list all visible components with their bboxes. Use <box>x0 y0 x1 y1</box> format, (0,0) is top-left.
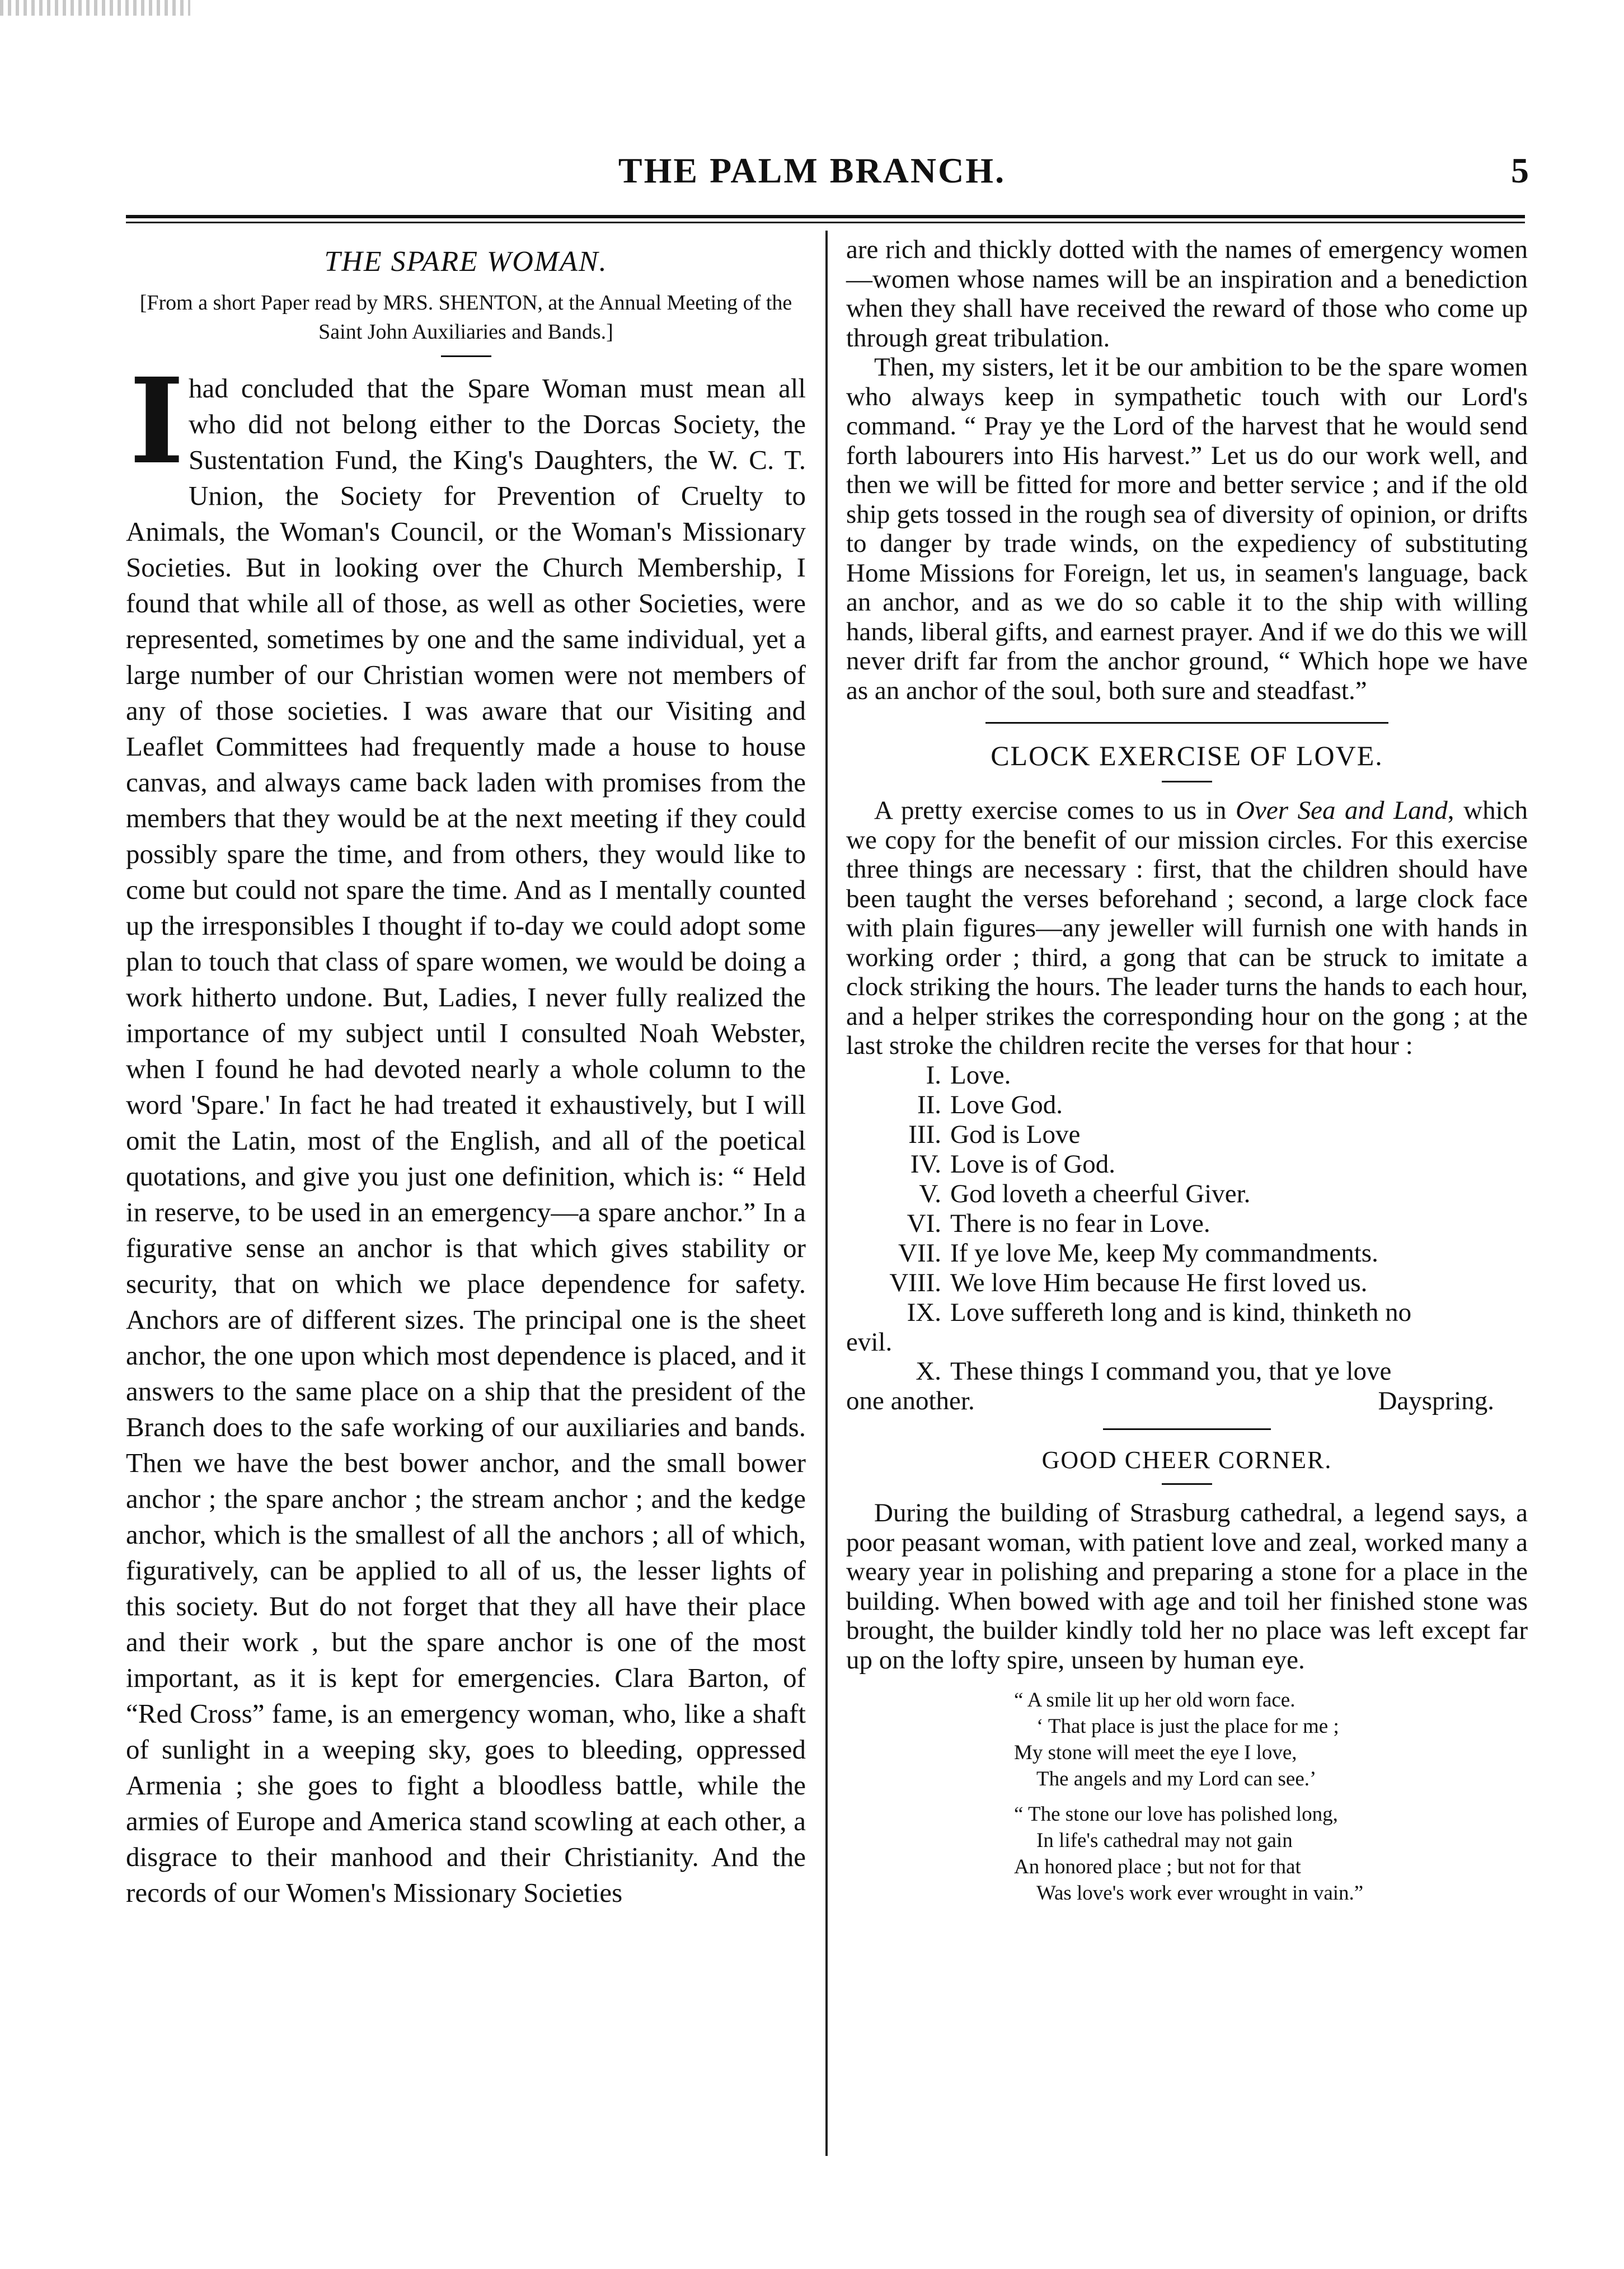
clock-intro-end: , which we copy for the benefit of our mission circles. For this exercise three things are necessary : first, that the children should have been taught the verses beforehand ; second, a large clock face with plain figures—any jeweller will furnish one with hands in working order ; third, a gong that can be struck to imitate a clock striking the hours. The leader turns the hands to each hour, and a helper strikes the corresponding hour on the gong ; at the last stroke the children recite the verses for that hour : <box>846 796 1528 1060</box>
poem-line: In life's cathedral may not gain <box>1036 1829 1293 1852</box>
verse-text: There is no fear in Love. <box>950 1208 1210 1238</box>
source-credit: Dayspring. <box>1378 1386 1494 1415</box>
verse-number: III. <box>908 1119 941 1149</box>
verse-text: God loveth a cheerful Giver. <box>950 1179 1251 1208</box>
poem <box>1014 1687 1528 1906</box>
poem-line: The angels and my Lord can see.’ <box>1036 1768 1317 1790</box>
verse-number: VI. <box>907 1208 941 1238</box>
article-title: THE SPARE WOMAN. <box>324 246 608 278</box>
poem-line: Was love's work ever wrought in vain.” <box>1036 1882 1364 1905</box>
verse-list <box>846 1061 1528 1328</box>
verse-item <box>846 1090 1528 1120</box>
verse-text: Love God. <box>950 1090 1063 1119</box>
poem-line: My stone will meet the eye I love, <box>1014 1741 1297 1764</box>
page-number: 5 <box>1511 151 1529 190</box>
verse-text: If ye love Me, keep My commandments. <box>950 1238 1378 1268</box>
closing-paragraph: Then, my sisters, let it be our ambition to be the spare women who always keep in sympathetic touch with our Lord's command. “ Pray ye the Lord of the harvest that he would send forth labourers into His harvest.” Let us do our work well, and then we will be fitted for more and better service ; and if the old ship gets tossed in the rough sea of diversity of opinion, or drifts to danger by trade winds, on the expediency of substituting Home Missions for Foreign, let us, in seamen's language, back an anchor, and as we do so cable it to the ship with willing hands, liberal gifts, and earnest prayer. And if we do this we will never drift far from the anchor ground, “ Which hope we have as an anchor of the soul, both sure and steadfast.” <box>846 353 1528 705</box>
left-column <box>126 235 806 1911</box>
section-separator <box>985 722 1388 724</box>
verse-text: Love. <box>950 1060 1011 1090</box>
source-note: [From a short Paper read by MRS. SHENTON, at the Annual Meeting of the Saint John Auxiliaries and Bands.] <box>139 291 792 344</box>
verse-text: Love suffereth long and is kind, thinketh no <box>950 1297 1412 1327</box>
verse-item <box>846 1179 1528 1209</box>
verse-text: God is Love <box>950 1119 1081 1149</box>
article-body-text: had concluded that the Spare Woman must mean all who did not belong either to the Dorcas Society, the Sustentation Fund, the King's Daughters, the W. C. T. Union, the Society for Prevention of Cruelty to Animals, the Woman's Council, or the Woman's Missionary Societies. But in looking over the Church Membership, I found that while all of those, as well as other Societies, were represented, sometimes by one and the same individual, yet a large number of our Christian women were not members of any of those societies. I was aware that our Visiting and Leaflet Committees had frequently made a house to house canvas, and always came back laden with promises from the members that they would be at the next meeting if they could possibly spare the time, and from others, they would like to come but could not spare the time. And as I mentally counted up the irresponsibles I thought if to-day we could adopt some plan to touch that class of spare women, we would be doing a work hitherto undone. But, Ladies, I never fully realized the importance of my subject until I consulted Noah Webster, when I found he had devoted nearly a whole column to the word 'Spare.' In fact he had treated it exhaustively, but I will omit the Latin, most of the English, and all of the poetical quotations, and give you just one definition, which is: “ Held in reserve, to be used in an emergency—a spare anchor.” In a figurative sense an anchor is that which gives stability or security, that on which we place dependence for safety. Anchors are of different sizes. The principal one is the sheet anchor, the one upon which most dependence is placed, and it answers to the same place on a ship that the president of the Branch does to the safe working of our auxiliaries and bands. Then we have the best bower anchor, and the small bower anchor ; the spare anchor ; the stream anchor ; and the kedge anchor, which is the smallest of all the anchors ; all of which, figuratively, can be applied to all of us, the lesser lights of this society. But do not forget that they all have their place and their work , but the spare anchor is one of the most important, as it is kept for emergencies. Clara Barton, of “Red Cross” fame, is an emergency woman, who, like a shaft of sunlight in a weeping sky, goes to bleeding, oppressed Armenia ; she goes to fight a bloodless battle, while the armies of Europe and America stand scowling at each other, a disgrace to their manhood and their Christianity. And the records of our Women's Missionary Societies <box>126 373 806 1908</box>
verse-number: VIII. <box>889 1268 941 1297</box>
clock-exercise-title: CLOCK EXERCISE OF LOVE. <box>991 740 1383 771</box>
header-rule-thick <box>126 215 1525 218</box>
clock-intro-source: Over Sea and Land <box>1236 796 1448 825</box>
right-column <box>846 235 1528 1915</box>
verse-wrap: evil. <box>846 1327 893 1357</box>
clock-title-rule <box>1162 781 1212 782</box>
poem-line: “ A smile lit up her old worn face. <box>1014 1689 1296 1712</box>
verse-number: IV. <box>910 1149 941 1179</box>
poem-stanza <box>1014 1801 1528 1906</box>
scan-specks <box>0 0 190 16</box>
header-rule-thin <box>126 222 1525 223</box>
verse-item <box>846 1209 1528 1239</box>
verse-text: We love Him because He first loved us. <box>950 1268 1368 1297</box>
verse-item <box>846 1268 1528 1298</box>
verse-item <box>846 1120 1528 1150</box>
verse-number: VII. <box>898 1238 941 1268</box>
verse-number: I. <box>926 1060 941 1090</box>
verse-item <box>846 1239 1528 1268</box>
closing-text: one another. <box>846 1386 975 1415</box>
verse-number: II. <box>917 1090 941 1119</box>
good-cheer-title: GOOD CHEER CORNER. <box>1041 1446 1332 1474</box>
clock-intro <box>846 796 1528 1061</box>
verse-number: IX. <box>907 1297 941 1327</box>
verse-list-final <box>846 1357 1528 1386</box>
title-rule <box>441 355 491 357</box>
poem-line: An honored place ; but not for that <box>1014 1855 1301 1878</box>
verse-item <box>846 1150 1528 1179</box>
clock-intro-start: A pretty exercise comes to us in <box>874 796 1236 825</box>
poem-line: “ The stone our love has polished long, <box>1014 1803 1338 1826</box>
good-cheer-body: During the building of Strasburg cathedral, a legend says, a poor peasant woman, with patient love and zeal, worked many a weary year in polishing and preparing a stone for a place in the building. When bowed with age and toil her finished stone was brought, the builder kindly told her no place was left except far up on the lofty spire, unseen by human eye. <box>846 1498 1528 1675</box>
verse-number: V. <box>919 1179 941 1208</box>
dropcap-letter: I <box>129 352 185 490</box>
section-separator-2 <box>1103 1428 1271 1430</box>
verse-number: X. <box>916 1357 941 1386</box>
verse-item <box>846 1357 1528 1386</box>
column-divider <box>825 231 828 2156</box>
verse-text: Love is of God. <box>950 1149 1116 1179</box>
verse-item <box>846 1061 1528 1090</box>
verse-item <box>846 1298 1528 1328</box>
poem-line: ‘ That place is just the place for me ; <box>1036 1715 1339 1738</box>
masthead-title: THE PALM BRANCH. <box>618 151 1006 190</box>
continuation-paragraph: are rich and thickly dotted with the names of emergency women—women whose names will be an inspiration and a benediction when they shall have received the reward of those who come up through great tribulation. <box>846 235 1528 353</box>
verse-closing <box>846 1386 1528 1416</box>
poem-stanza <box>1014 1687 1528 1792</box>
good-cheer-title-rule <box>1162 1483 1212 1485</box>
article-body <box>126 352 806 1911</box>
verse-text: These things I command you, that ye love <box>950 1357 1392 1386</box>
